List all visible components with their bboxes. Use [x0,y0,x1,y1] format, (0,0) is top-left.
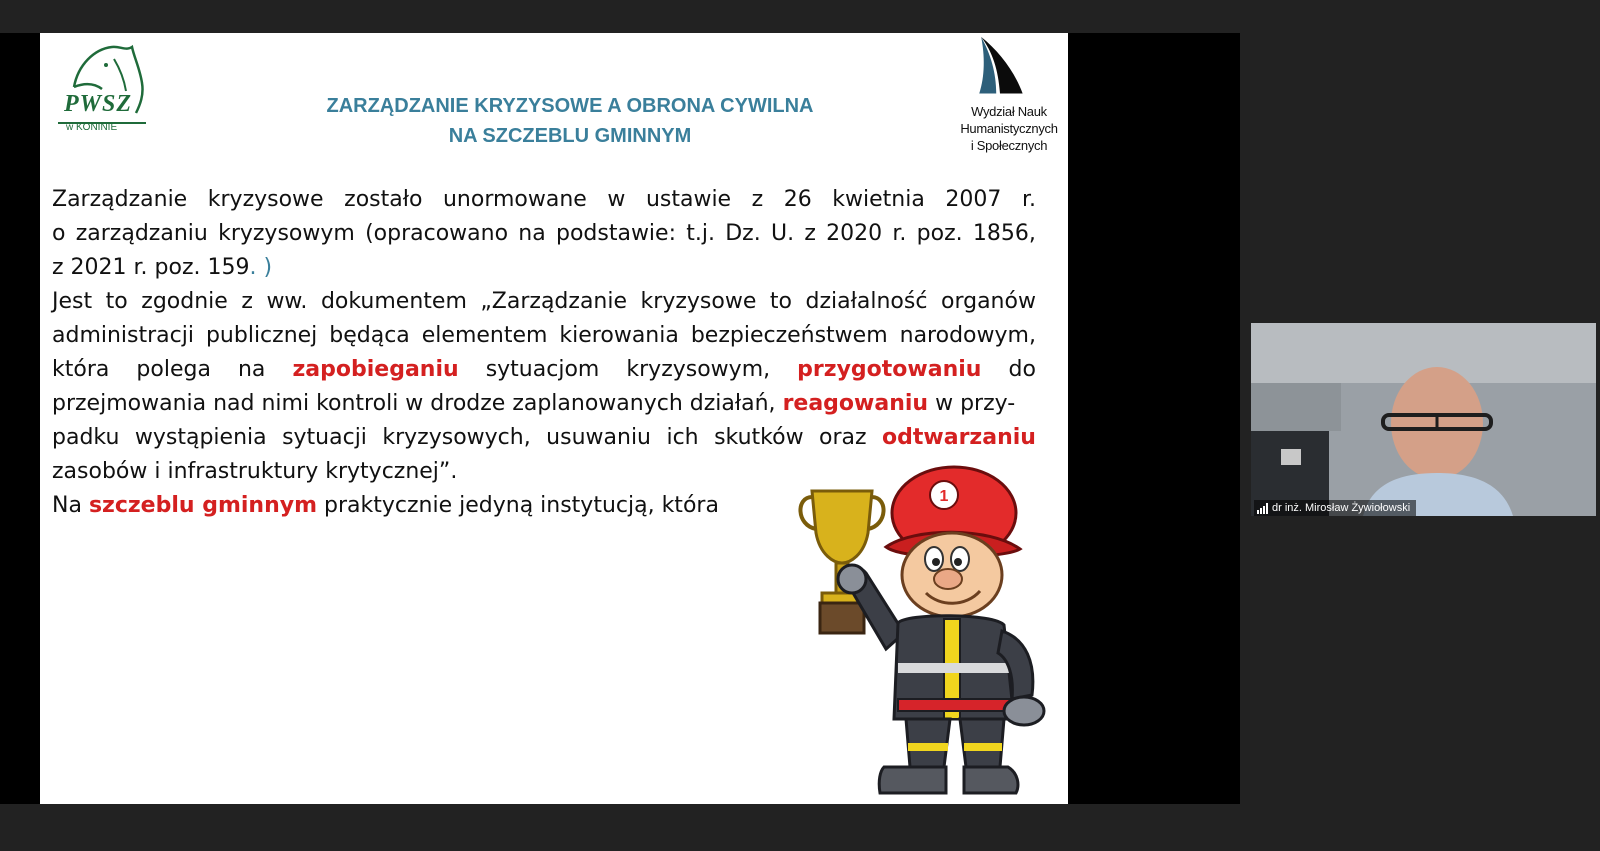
participant-name-label: dr inż. Mirosław Żywiołowski [1254,500,1416,516]
word: zgodnie [141,289,228,314]
word: sytuacji [282,425,367,450]
word: narodowym, [899,323,1036,348]
word: w [607,187,626,212]
logo-right-line3: i Społecznych [970,138,1048,153]
word: 26 [783,187,812,212]
word: dokumentem [320,289,467,314]
body-line-5 [52,319,1036,353]
word: z [241,289,253,314]
word: kryzysowe [640,289,757,314]
body-line-7 [52,387,1036,421]
word: kryzysowym, [626,357,771,382]
word: o [52,221,66,246]
word: elementem [421,323,548,348]
word: zostało [344,187,423,212]
highlight-reagowaniu: reagowaniu [782,391,929,416]
firefighter-trophy-illustration-icon [794,463,1058,803]
word: r. [892,221,907,246]
slide-title-line1: ZARZĄDZANIE KRYZYSOWE A OBRONA CYWILNA [326,95,814,117]
sail-logo-icon [970,35,1030,101]
word: 2007 [945,187,1002,212]
word: padku [52,425,120,450]
text: praktycznie jedyną instytucją, która [317,493,719,518]
word: unormowane [442,187,587,212]
word: organów [940,289,1036,314]
helmet-number: 1 [939,488,949,505]
highlight-przygotowaniu: przygotowaniu [797,357,982,382]
highlight-zapobieganiu: zapobieganiu [292,357,459,382]
word: na [518,221,546,246]
word: Zarządzanie [52,187,188,212]
word: Dz. [725,221,761,246]
citation-text: z 2021 r. poz. 159 [52,255,250,280]
body-line-8 [52,421,1036,455]
word: kryzysowe [207,187,324,212]
presentation-slide [40,33,1068,804]
word: to [769,289,792,314]
word: polega [136,357,211,382]
word: podstawie: [555,221,676,246]
text: Na [52,493,89,518]
body-line-6 [52,353,1036,387]
word: ustawie [645,187,732,212]
slide-title-line2: NA SZCZEBLU GMINNYM [448,125,692,147]
citation-end: . ) [249,255,273,280]
word: „Zarządzanie [480,289,628,314]
word: poz. [916,221,963,246]
word: skutków [714,425,804,450]
word: kierowania [559,323,679,348]
word: zarządzaniu [75,221,208,246]
word: bezpieczeństwem [690,323,888,348]
word: usuwaniu [546,425,651,450]
word: to [105,289,128,314]
logo-right-text [944,103,1068,154]
word: r. [1021,187,1036,212]
body-line-1 [52,183,1036,217]
word: U. [770,221,795,246]
body-line-9: zasobów i infrastruktury krytycznej”. [52,459,458,484]
text: w przy- [935,391,1016,416]
signal-bars-icon [1257,503,1269,514]
participant-video-tile[interactable] [1251,323,1596,516]
logo-left-sub: w KONINIE [66,122,118,133]
word: która [52,357,110,382]
word: sytuacjom [485,357,600,382]
word: kryzysowych, [382,425,531,450]
word: ich [666,425,699,450]
word: kwietnia [832,187,925,212]
highlight-odtwarzaniu: odtwarzaniu [882,425,1036,450]
logo-right-line2: Humanistycznych [960,121,1058,136]
word: 1856, [972,221,1036,246]
word: na [237,357,266,382]
word: administracji [52,323,194,348]
word: publicznej [205,323,318,348]
word: do [1008,357,1036,382]
text: przejmowania nad nimi kontroli w drodze zaplanowanych działań, [52,391,776,416]
word: ww. [266,289,308,314]
word: wystąpienia [134,425,267,450]
word: będąca [329,323,410,348]
body-line-2 [52,217,1036,251]
logo-left-main: PWSZ [64,91,133,117]
highlight-szczeblu-gminnym: szczeblu gminnym [88,493,318,518]
word: 2020 [826,221,883,246]
word: z [804,221,816,246]
word: działalność [805,289,928,314]
logo-right-line1: Wydział Nauk [971,104,1047,119]
word: kryzysowym [218,221,355,246]
body-line-4 [52,285,1036,319]
participant-video-feed-icon [1251,323,1596,516]
word: z [751,187,764,212]
word: (opracowano [365,221,509,246]
word: Jest [52,289,93,314]
slide-title [220,91,920,151]
body-line-3 [52,251,1036,285]
word: oraz [819,425,867,450]
word: t.j. [686,221,715,246]
